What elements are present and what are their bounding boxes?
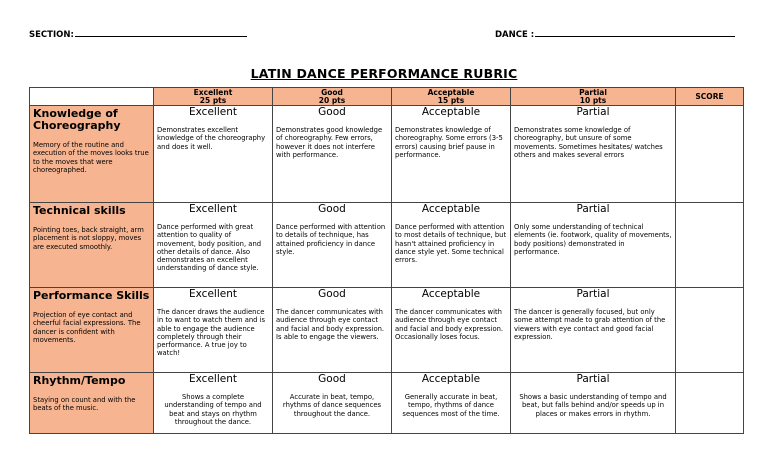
level-descriptor: Generally accurate in beat, tempo, rhythms of dance sequences most of the time. bbox=[402, 393, 500, 418]
criterion-description: Memory of the routine and execution of the moves looks true to the moves that were choreographed. bbox=[33, 141, 149, 174]
column-points: 15 pts bbox=[437, 95, 465, 105]
column-header-acceptable bbox=[392, 88, 511, 106]
level-label: Partial bbox=[576, 203, 610, 215]
rubric-cell-partial bbox=[511, 288, 676, 373]
level-label: Partial bbox=[576, 288, 610, 300]
rubric-cell-acceptable bbox=[392, 106, 511, 203]
level-label: Excellent bbox=[189, 288, 237, 300]
column-header-good bbox=[273, 88, 392, 106]
criterion-row-choreography bbox=[30, 106, 744, 203]
level-descriptor: Dance performed with great attention to quality of movement, body position, and other details of dance. Also demonstrates an excellent understanding of dance style. bbox=[157, 223, 262, 273]
section-field[interactable] bbox=[29, 28, 247, 40]
rubric-cell-good bbox=[273, 106, 392, 203]
criterion-cell bbox=[30, 106, 154, 203]
level-label: Excellent bbox=[189, 106, 237, 118]
criterion-row-rhythm bbox=[30, 373, 744, 434]
rubric-cell-good bbox=[273, 288, 392, 373]
rubric-cell-acceptable bbox=[392, 373, 511, 434]
rubric-cell-partial bbox=[511, 106, 676, 203]
level-label: Partial bbox=[576, 106, 610, 118]
rubric-cell-excellent bbox=[154, 288, 273, 373]
column-points: 20 pts bbox=[318, 95, 346, 105]
score-cell[interactable] bbox=[676, 373, 744, 434]
rubric-cell-good bbox=[273, 203, 392, 288]
score-cell[interactable] bbox=[676, 203, 744, 288]
rubric-cell-excellent bbox=[154, 373, 273, 434]
level-descriptor: The dancer communicates with audience through eye contact and facial and body expression. Occasionally loses focus. bbox=[395, 308, 504, 341]
column-name: Partial bbox=[579, 87, 607, 97]
column-points: 10 pts bbox=[579, 95, 607, 105]
level-descriptor: Demonstrates some knowledge of choreography, but unsure of some movements. Sometimes hesitates/ watches others and makes several errors bbox=[514, 126, 663, 159]
criterion-name: Rhythm/Tempo bbox=[33, 374, 126, 387]
level-label: Partial bbox=[576, 373, 610, 385]
level-descriptor: Dance performed with attention to most details of technique, but hasn't attained proficiency in dance style yet. Some technical errors. bbox=[395, 223, 507, 265]
rubric-cell-partial bbox=[511, 203, 676, 288]
level-label: Acceptable bbox=[421, 106, 481, 118]
level-descriptor: The dancer communicates with audience through eye contact and facial and body expression. Is able to engage the viewers. bbox=[276, 308, 385, 341]
dance-field[interactable] bbox=[495, 28, 735, 40]
criterion-description: Staying on count and with the beats of the music. bbox=[33, 396, 136, 413]
criterion-row-technical bbox=[30, 203, 744, 288]
level-descriptor: Dance performed with attention to details of technique, has attained proficiency in dance style. bbox=[276, 223, 386, 256]
criterion-cell bbox=[30, 373, 154, 434]
criterion-cell bbox=[30, 288, 154, 373]
criterion-description: Pointing toes, back straight, arm placement is not sloppy, moves are executed smoothly. bbox=[33, 226, 144, 251]
level-descriptor: Shows a basic understanding of tempo and beat, but falls behind and/or speeds up in places or makes errors in rhythm. bbox=[519, 393, 667, 418]
criterion-name: Knowledge of Choreography bbox=[33, 107, 121, 132]
level-label: Good bbox=[318, 373, 346, 385]
dance-blank-line bbox=[535, 28, 735, 37]
level-label: Good bbox=[318, 288, 346, 300]
level-descriptor: Shows a complete understanding of tempo and beat and stays on rhythm throughout the dance. bbox=[164, 393, 262, 426]
level-descriptor: Demonstrates knowledge of choreography. Some errors (3-5 errors) causing brief pause in performance. bbox=[395, 126, 503, 159]
level-label: Excellent bbox=[189, 203, 237, 215]
level-descriptor: Demonstrates good knowledge of choreography. Few errors, however it does not interfere with performance. bbox=[276, 126, 383, 159]
column-name: Acceptable bbox=[427, 87, 475, 97]
level-descriptor: The dancer draws the audience in to want to watch them and is able to engage the audience completely through their performance. A true joy to watch! bbox=[157, 308, 266, 358]
column-points: 25 pts bbox=[199, 95, 227, 105]
level-descriptor: The dancer is generally focused, but only some attempt made to grab attention of the viewers with eye contact and good facial expression. bbox=[514, 308, 666, 341]
level-label: Good bbox=[318, 106, 346, 118]
criterion-cell bbox=[30, 203, 154, 288]
level-descriptor: Only some understanding of technical elements (ie. footwork, quality of movements, body positions) demonstrated in performance. bbox=[514, 223, 672, 256]
criterion-name: Technical skills bbox=[33, 204, 126, 217]
column-header-score bbox=[676, 88, 744, 106]
criterion-row-performance bbox=[30, 288, 744, 373]
rubric-cell-good bbox=[273, 373, 392, 434]
level-label: Good bbox=[318, 203, 346, 215]
column-header-excellent bbox=[154, 88, 273, 106]
criterion-description: Projection of eye contact and cheerful facial expressions. The dancer is confident with movements. bbox=[33, 311, 141, 344]
score-header-label: SCORE bbox=[695, 91, 724, 101]
header-corner bbox=[30, 88, 154, 106]
column-header-partial bbox=[511, 88, 676, 106]
column-name: Good bbox=[321, 87, 343, 97]
section-blank-line bbox=[75, 28, 247, 37]
level-label: Acceptable bbox=[421, 203, 481, 215]
page-title: LATIN DANCE PERFORMANCE RUBRIC bbox=[250, 66, 518, 81]
header-row bbox=[30, 88, 744, 106]
level-descriptor: Demonstrates excellent knowledge of the choreography and does it well. bbox=[157, 126, 266, 151]
rubric-table bbox=[29, 87, 744, 434]
rubric-cell-partial bbox=[511, 373, 676, 434]
rubric-cell-excellent bbox=[154, 203, 273, 288]
score-cell[interactable] bbox=[676, 288, 744, 373]
level-label: Excellent bbox=[189, 373, 237, 385]
rubric-cell-excellent bbox=[154, 106, 273, 203]
score-cell[interactable] bbox=[676, 106, 744, 203]
level-label: Acceptable bbox=[421, 288, 481, 300]
rubric-cell-acceptable bbox=[392, 288, 511, 373]
level-descriptor: Accurate in beat, tempo, rhythms of dance sequences throughout the dance. bbox=[282, 393, 382, 418]
level-label: Acceptable bbox=[421, 373, 481, 385]
rubric-cell-acceptable bbox=[392, 203, 511, 288]
criterion-name: Performance Skills bbox=[33, 289, 150, 302]
column-name: Excellent bbox=[193, 87, 233, 97]
dance-label: DANCE : bbox=[495, 30, 535, 40]
section-label: SECTION: bbox=[29, 30, 74, 40]
